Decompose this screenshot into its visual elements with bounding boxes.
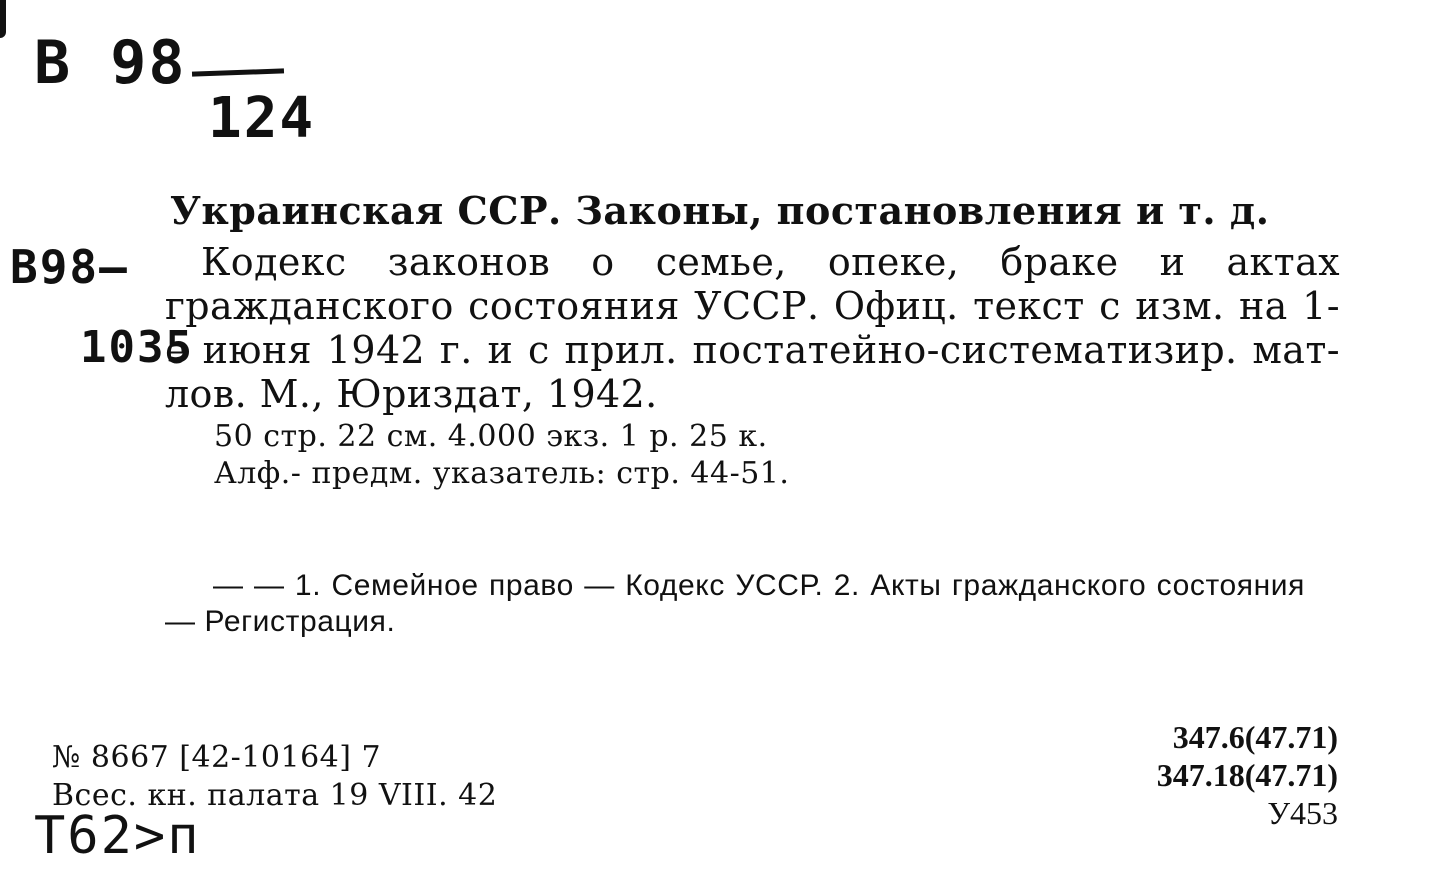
entry-heading: Украинская ССР. Законы, постановления и т. д. [170,188,1270,233]
book-chamber-stamp: Всес. кн. палата 19 VIII. 42 [52,778,498,813]
classification-code: 347.6(47.71) [1172,719,1338,755]
handwritten-shelfmark-mid-number: 1035 [80,322,194,373]
entry-index-note: Алф.- предм. указатель: стр. 44-51. [214,456,790,491]
subject-headings: — — 1. Семейное право — Кодекс УССР. 2. Акты гражданского состояния — Регистрация. [165,569,1305,638]
handwritten-mark-bottom: Т62>п [34,806,201,866]
classification-code: У453 [1267,795,1338,831]
handwritten-fraction-line [192,68,284,76]
entry-collation: 50 стр. 22 см. 4.000 экз. 1 р. 25 к. [214,419,768,454]
classification-codes [1157,718,1338,832]
entry-description: Кодекс законов о семье, опеке, браке и актах гражданского состояния УССР. Офиц. текст с изм. на 1-е июня 1942 г. и с прил. постатейно-систематизир. мат-лов. М., Юриздат, 1942. [165,240,1340,416]
handwritten-shelfmark-top: В 98 [34,28,187,98]
classification-code: 347.18(47.71) [1156,757,1338,793]
card-number: № 8667 [42-10164] 7 [52,740,382,775]
handwritten-shelfmark-mid: В98— [10,240,129,294]
corner-mark [0,0,6,38]
handwritten-shelfmark-top-number: 124 [208,86,316,151]
